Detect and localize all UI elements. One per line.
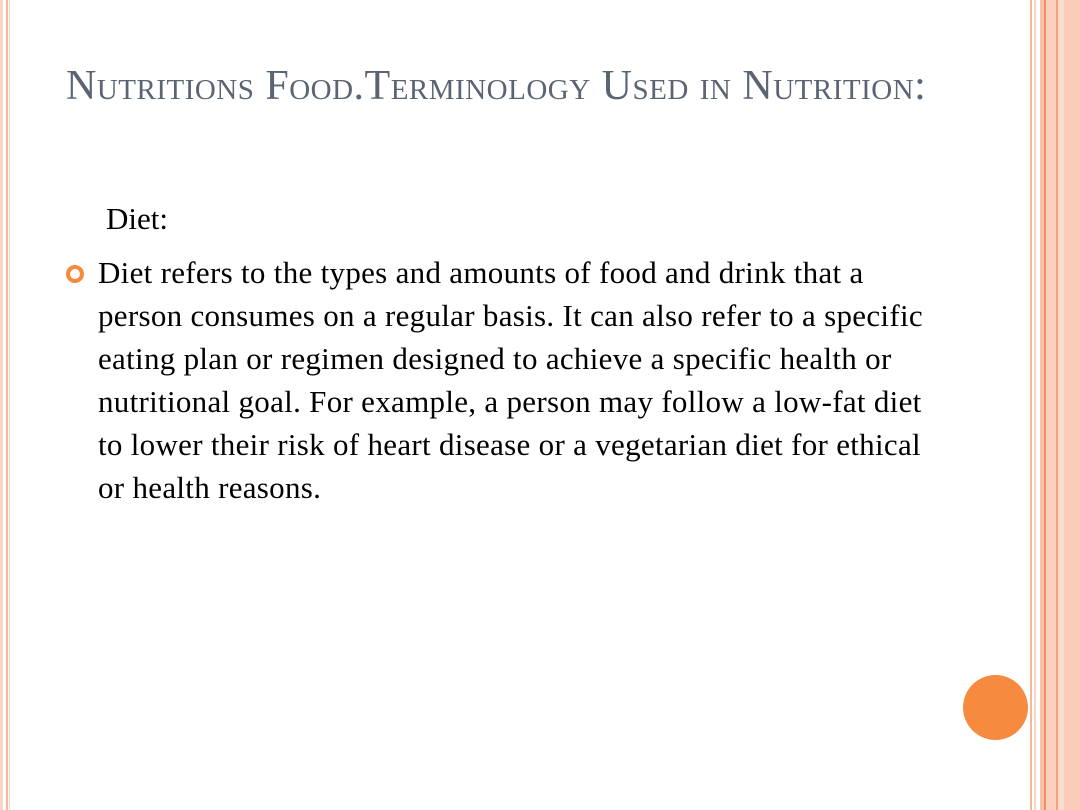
slide-title: Nutritions Food.Terminology Used in Nutrition:	[66, 63, 927, 109]
subheading-diet: Diet:	[106, 201, 168, 236]
circle-bullet-icon	[66, 265, 84, 283]
left-decorative-stripes	[0, 0, 12, 810]
bullet-text: Diet refers to the types and amounts of food and drink that a person consumes on a regular basis. It can also refer to a specific eating plan or regimen designed to achieve a specific health or nutritional goal. For example, a person may follow a low-fat diet to lower their risk of heart disease or a vegetarian diet for ethical or health reasons.	[98, 255, 923, 505]
right-decorative-bands	[1030, 0, 1080, 810]
accent-circle-decoration	[963, 675, 1028, 740]
